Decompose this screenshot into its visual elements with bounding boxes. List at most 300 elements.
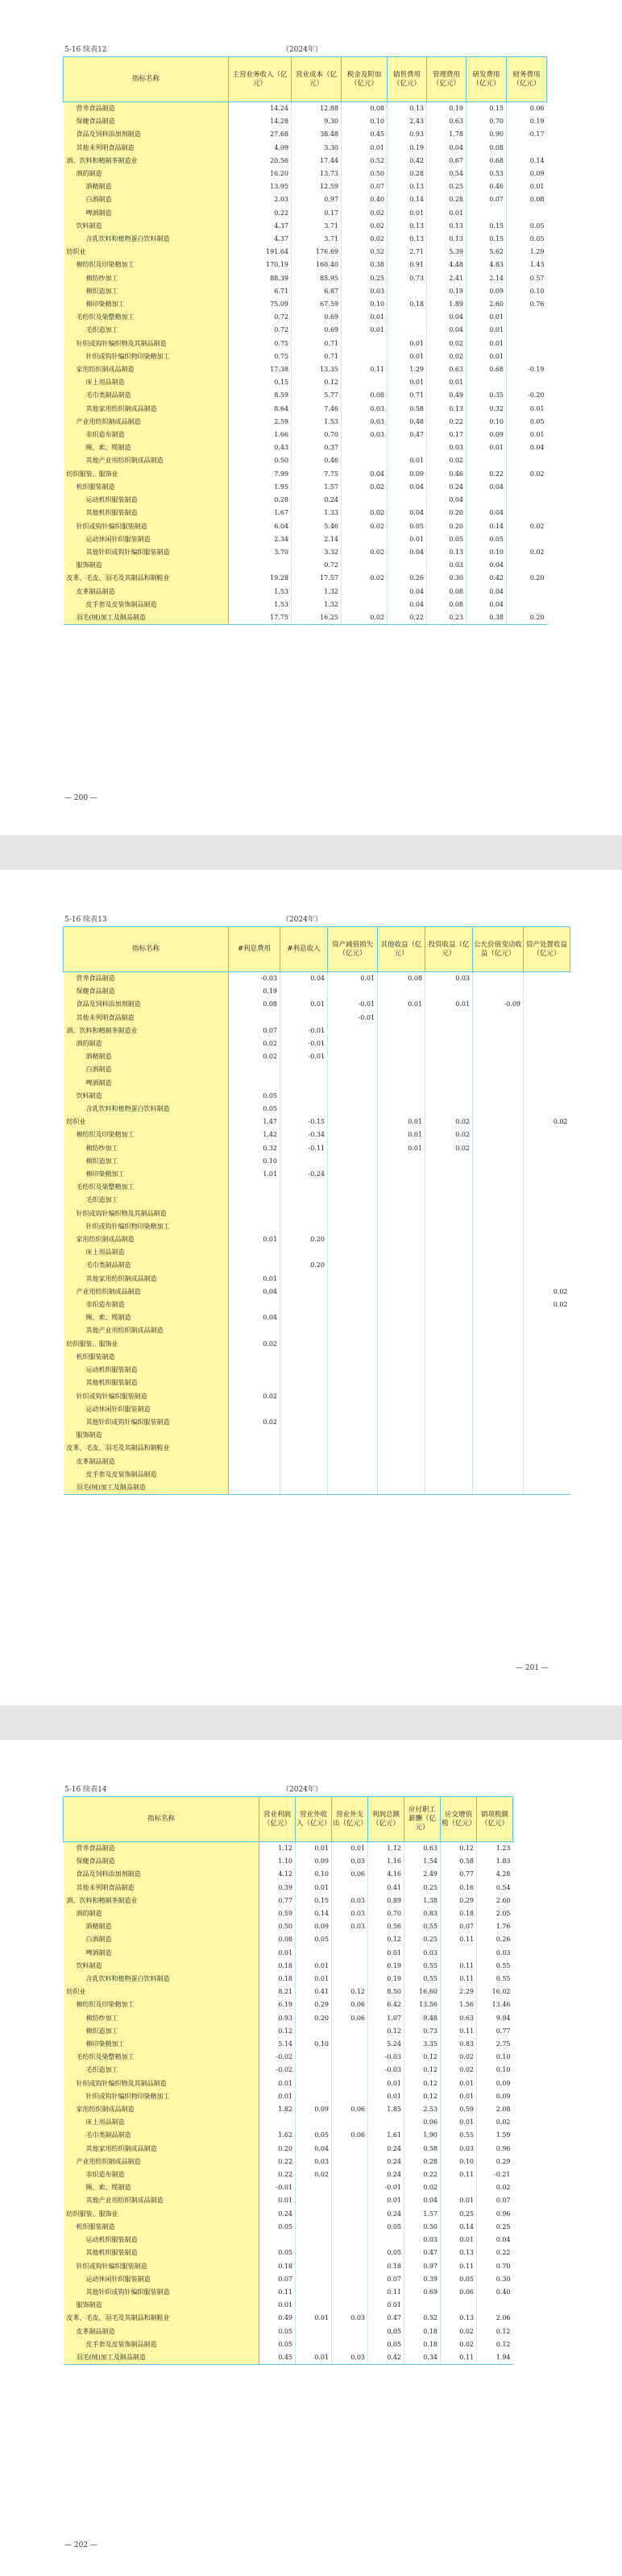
table-year: （2024年）	[282, 46, 322, 54]
cell-value	[473, 1037, 524, 1050]
cell-value	[378, 1456, 425, 1468]
cell-value: 0.01	[507, 403, 547, 416]
cell-value: 0.04	[427, 324, 466, 337]
cell-value: 0.47	[404, 2247, 441, 2259]
cell-value: 13.95	[229, 180, 292, 193]
cell-value	[280, 1298, 328, 1311]
row-name: 运动休闲针织服装制造	[64, 533, 229, 546]
row-name: 棉印染精加工	[64, 1168, 229, 1181]
cell-value	[425, 1063, 473, 1076]
cell-value: 0.39	[404, 2273, 441, 2286]
cell-value	[473, 1403, 524, 1416]
table-row	[64, 481, 547, 494]
cell-value: 0.15	[229, 376, 292, 389]
cell-value: 1.32	[292, 598, 342, 611]
cell-value: 0.13	[388, 180, 427, 193]
cell-value	[328, 1311, 378, 1324]
cell-value: 0.20	[280, 1259, 328, 1272]
row-name: 服饰制造	[64, 1429, 229, 1442]
cell-value	[524, 1259, 570, 1272]
cell-value	[342, 598, 388, 611]
cell-value	[524, 1181, 570, 1194]
cell-value	[328, 1351, 378, 1364]
cell-value: -0.01	[328, 998, 378, 1011]
cell-value: 0.07	[368, 2273, 404, 2286]
table-row	[64, 507, 547, 520]
cell-value	[473, 1324, 524, 1337]
cell-value: -0.01	[328, 1012, 378, 1025]
table-row	[64, 454, 547, 467]
cell-value	[524, 1220, 570, 1233]
cell-value: 0.03	[342, 285, 388, 298]
row-name: 家用纺织制成品制造	[64, 363, 229, 376]
cell-value: 2.59	[229, 416, 292, 429]
table-row	[64, 2168, 513, 2181]
cell-value: 0.11	[441, 2351, 477, 2365]
cell-value: 1.53	[229, 598, 292, 611]
cell-value: 0.04	[466, 507, 507, 520]
cell-value: 0.83	[404, 1907, 441, 1920]
cell-value: -0.01	[280, 1037, 328, 1050]
table-row	[64, 1947, 513, 1960]
row-name: 酒精制造	[64, 180, 229, 193]
cell-value: 0.25	[404, 1933, 441, 1946]
cell-value	[524, 1155, 570, 1168]
cell-value: 0.13	[427, 233, 466, 246]
row-name: 啤酒制造	[64, 1947, 259, 1960]
cell-value: 2.08	[477, 2103, 513, 2116]
cell-value: 3.70	[229, 546, 292, 559]
cell-value: 0.14	[388, 193, 427, 206]
cell-value	[229, 1468, 280, 1481]
cell-value	[296, 2338, 332, 2351]
cell-value: 0.10	[441, 2156, 477, 2168]
row-name: 棉纺织及印染精加工	[64, 259, 229, 271]
cell-value	[229, 1220, 280, 1233]
table-row	[64, 220, 547, 233]
cell-value	[296, 2077, 332, 2090]
cell-value: 16.02	[477, 1986, 513, 1998]
column-header: 其他收益（亿元）	[378, 927, 425, 972]
cell-value: 4.83	[466, 259, 507, 271]
cell-value	[507, 207, 547, 220]
header-row	[64, 927, 570, 972]
cell-value: 0.67	[427, 155, 466, 168]
table-row	[64, 285, 547, 298]
table-row	[64, 520, 547, 533]
table-row	[64, 1403, 570, 1416]
cell-value: 0.22	[259, 2156, 296, 2168]
cell-value	[296, 2090, 332, 2103]
cell-value: 0.15	[466, 220, 507, 233]
row-name: 皮革、毛皮、羽毛及其制品和制鞋业	[64, 2312, 259, 2325]
cell-value: 0.01	[441, 2234, 477, 2247]
cell-value	[466, 454, 507, 467]
cell-value	[378, 1324, 425, 1337]
cell-value	[328, 1025, 378, 1037]
table-row	[64, 272, 547, 285]
cell-value: 0.04	[507, 441, 547, 454]
cell-value: 0.22	[229, 207, 292, 220]
cell-value	[280, 1220, 328, 1233]
cell-value	[473, 1063, 524, 1076]
cell-value: 0.02	[229, 1050, 280, 1063]
cell-value	[229, 1351, 280, 1364]
cell-value	[229, 1456, 280, 1468]
cell-value	[388, 311, 427, 324]
cell-value: 0.54	[427, 168, 466, 180]
cell-value: 6.42	[368, 1998, 404, 2011]
table-row	[64, 2025, 513, 2038]
cell-value: 0.50	[342, 168, 388, 180]
cell-value: 0.04	[388, 546, 427, 559]
cell-value	[328, 1037, 378, 1050]
table-row	[64, 180, 547, 193]
row-name: 其他家用纺织制成品制造	[64, 1273, 229, 1286]
cell-value	[229, 1481, 280, 1495]
table-row	[64, 311, 547, 324]
cell-value	[425, 1298, 473, 1311]
cell-value: 0.01	[427, 207, 466, 220]
cell-value	[507, 559, 547, 572]
cell-value: 0.43	[229, 441, 292, 454]
cell-value	[328, 985, 378, 998]
table-row	[64, 1351, 570, 1364]
table-header-line	[64, 43, 322, 54]
cell-value	[473, 1233, 524, 1246]
cell-value	[328, 1142, 378, 1155]
cell-value: 0.28	[404, 2156, 441, 2168]
cell-value: 8.21	[259, 1986, 296, 1998]
cell-value: 0.40	[477, 2286, 513, 2299]
cell-value: -0.03	[229, 972, 280, 986]
cell-value	[524, 1429, 570, 1442]
cell-value: 0.18	[441, 1907, 477, 1920]
cell-value: 0.13	[427, 220, 466, 233]
cell-value: 1.07	[368, 2012, 404, 2025]
cell-value: 0.45	[259, 2351, 296, 2365]
cell-value	[524, 1273, 570, 1286]
cell-value	[280, 1324, 328, 1337]
table-row	[64, 233, 547, 246]
cell-value	[378, 1037, 425, 1050]
cell-value: 1.56	[441, 1998, 477, 2011]
cell-value	[328, 1259, 378, 1272]
table-row	[64, 1246, 570, 1259]
row-name: 床上用品制造	[64, 376, 229, 389]
cell-value: -0.34	[280, 1129, 328, 1141]
cell-value: 0.01	[388, 338, 427, 350]
table-row	[64, 1920, 513, 1933]
cell-value: 0.25	[477, 2221, 513, 2234]
cell-value	[404, 2299, 441, 2312]
table-row	[64, 1468, 570, 1481]
page-202	[0, 1740, 622, 2576]
table-row	[64, 1273, 570, 1286]
table-row	[64, 1012, 570, 1025]
row-name: 含乳饮料和植物蛋白饮料制造	[64, 233, 229, 246]
table-row	[64, 193, 547, 206]
table-row	[64, 1116, 570, 1129]
table-row	[64, 115, 547, 128]
cell-value: 0.38	[342, 259, 388, 271]
table-row	[64, 429, 547, 441]
table-row	[64, 1142, 570, 1155]
cell-value	[425, 1377, 473, 1389]
cell-value: 0.29	[296, 1998, 332, 2011]
cell-value: 0.08	[378, 972, 425, 986]
row-name: 其他未列明食品制造	[64, 142, 229, 155]
cell-value	[332, 2247, 368, 2259]
cell-value: 0.09	[296, 1920, 332, 1933]
cell-value: 0.97	[292, 193, 342, 206]
cell-value: 1.62	[259, 2129, 296, 2142]
cell-value	[280, 1377, 328, 1389]
cell-value: 0.22	[259, 2168, 296, 2181]
table-year: （2024年）	[282, 916, 322, 924]
cell-value	[524, 972, 570, 986]
table-row	[64, 1220, 570, 1233]
cell-value	[473, 1220, 524, 1233]
cell-value: 1.33	[292, 507, 342, 520]
cell-value: 0.04	[427, 494, 466, 507]
cell-value: 1.29	[507, 246, 547, 259]
cell-value: 0.15	[466, 102, 507, 116]
row-name: 纺织业	[64, 1116, 229, 1129]
row-name: 棉印染精加工	[64, 298, 229, 311]
table-row	[64, 1882, 513, 1895]
cell-value: 0.01	[507, 429, 547, 441]
table-row	[64, 1338, 570, 1351]
cell-value: 17.57	[292, 572, 342, 585]
table-row	[64, 1364, 570, 1377]
row-name: 棉织造加工	[64, 1155, 229, 1168]
cell-value	[378, 1194, 425, 1207]
cell-value: 0.09	[477, 2077, 513, 2090]
cell-value: 0.75	[229, 338, 292, 350]
cell-value: 0.18	[259, 1973, 296, 1986]
cell-value: 0.68	[466, 363, 507, 376]
cell-value: 0.04	[427, 311, 466, 324]
cell-value: -0.17	[507, 128, 547, 141]
cell-value	[507, 507, 547, 520]
cell-value: 0.01	[466, 311, 507, 324]
cell-value: 0.73	[404, 2025, 441, 2038]
table-row	[64, 324, 547, 337]
cell-value	[328, 1168, 378, 1181]
table-row	[64, 611, 547, 625]
cell-value: 0.05	[259, 2325, 296, 2338]
cell-value: 0.47	[388, 429, 427, 441]
cell-value: 3.71	[292, 220, 342, 233]
cell-value: 0.02	[229, 1416, 280, 1429]
cell-value	[280, 1181, 328, 1194]
cell-value	[473, 1103, 524, 1116]
cell-value	[378, 1207, 425, 1220]
cell-value: 4.48	[427, 259, 466, 271]
table-row	[64, 1103, 570, 1116]
cell-value: 0.91	[388, 259, 427, 271]
cell-value: 0.01	[388, 454, 427, 467]
cell-value: 0.55	[441, 2129, 477, 2142]
cell-value: 0.02	[441, 2325, 477, 2338]
table-row	[64, 2012, 513, 2025]
table-row	[64, 1868, 513, 1881]
cell-value	[425, 1416, 473, 1429]
cell-value	[524, 1416, 570, 1429]
cell-value: 0.45	[342, 128, 388, 141]
table-row	[64, 1895, 513, 1907]
cell-value: 0.01	[441, 2194, 477, 2207]
cell-value: 0.11	[342, 363, 388, 376]
cell-value: 0.01	[280, 998, 328, 1011]
cell-value: 0.02	[425, 1116, 473, 1129]
cell-value	[296, 2208, 332, 2221]
row-name: 其他产业用纺织制成品制造	[64, 1324, 229, 1337]
cell-value: 16.20	[229, 168, 292, 180]
row-name: 毛巾类制品制造	[64, 1259, 229, 1272]
table-row	[64, 1298, 570, 1311]
cell-value: 0.42	[368, 2351, 404, 2365]
cell-value	[473, 1207, 524, 1220]
cell-value: 0.01	[296, 1882, 332, 1895]
cell-value	[332, 2116, 368, 2129]
cell-value: 4.37	[229, 233, 292, 246]
table-row	[64, 363, 547, 376]
cell-value	[473, 1181, 524, 1194]
row-name: 家用纺织制成品制造	[64, 2103, 259, 2116]
cell-value	[332, 2338, 368, 2351]
cell-value: 75.09	[229, 298, 292, 311]
cell-value: 0.04	[388, 507, 427, 520]
cell-value: 1.57	[292, 481, 342, 494]
table-row	[64, 1390, 570, 1403]
cell-value: 1.53	[229, 586, 292, 598]
table-label: 5-16 续表13	[64, 916, 107, 924]
cell-value: 0.04	[229, 1311, 280, 1324]
cell-value: 0.02	[342, 546, 388, 559]
table-row	[64, 207, 547, 220]
cell-value: 0.09	[477, 2090, 513, 2103]
cell-value: 1.94	[477, 2351, 513, 2365]
cell-value: 0.01	[388, 350, 427, 363]
column-header: 财务费用（亿元）	[507, 57, 547, 102]
cell-value: 0.01	[332, 1842, 368, 1856]
cell-value	[524, 1468, 570, 1481]
cell-value: 0.02	[229, 1338, 280, 1351]
cell-value	[296, 2025, 332, 2038]
cell-value: 0.58	[441, 1855, 477, 1868]
row-name: 服饰制造	[64, 559, 229, 572]
row-name: 食品及饲料添加剂制造	[64, 128, 229, 141]
cell-value: 0.01	[342, 311, 388, 324]
row-name: 床上用品制造	[64, 2116, 259, 2129]
cell-value: 0.24	[427, 481, 466, 494]
cell-value	[378, 1442, 425, 1455]
cell-value: 0.03	[404, 1947, 441, 1960]
cell-value	[229, 1012, 280, 1025]
cell-value	[473, 1194, 524, 1207]
cell-value: 0.09	[296, 1855, 332, 1868]
cell-value	[296, 2325, 332, 2338]
table-row	[64, 2286, 513, 2299]
cell-value	[378, 1103, 425, 1116]
row-name: 饮料制造	[64, 1090, 229, 1103]
cell-value	[332, 2325, 368, 2338]
cell-value	[328, 1063, 378, 1076]
cell-value: 0.25	[342, 272, 388, 285]
cell-value: 0.32	[466, 403, 507, 416]
cell-value: 0.01	[368, 2077, 404, 2090]
cell-value	[425, 1364, 473, 1377]
table-row	[64, 2194, 513, 2207]
row-name: 皮革制品制造	[64, 1456, 229, 1468]
cell-value	[332, 2038, 368, 2051]
cell-value	[473, 1338, 524, 1351]
row-name: 棉纺纱加工	[64, 1142, 229, 1155]
table-label: 5-16 续表12	[64, 46, 107, 54]
cell-value: 0.03	[342, 429, 388, 441]
cell-value: 0.13	[388, 220, 427, 233]
cell-value: 0.58	[404, 2143, 441, 2156]
cell-value: 0.01	[229, 1273, 280, 1286]
cell-value: 0.11	[368, 2286, 404, 2299]
column-header: 营业外支出（亿元）	[332, 1797, 368, 1842]
cell-value: 0.11	[441, 2025, 477, 2038]
cell-value	[342, 494, 388, 507]
cell-value	[524, 1025, 570, 1037]
cell-value	[332, 2234, 368, 2247]
cell-value: 0.28	[427, 193, 466, 206]
table-row	[64, 2090, 513, 2103]
row-name: 其他针织或钩针编织服装制造	[64, 546, 229, 559]
cell-value: 0.05	[229, 1103, 280, 1116]
cell-value: 0.02	[342, 220, 388, 233]
cell-value: 0.47	[368, 2312, 404, 2325]
row-name: 针织或钩针编织服装制造	[64, 520, 229, 533]
cell-value: 0.02	[342, 233, 388, 246]
cell-value	[332, 2286, 368, 2299]
cell-value	[280, 1416, 328, 1429]
cell-value: 27.68	[229, 128, 292, 141]
cell-value: 0.02	[342, 481, 388, 494]
cell-value	[328, 1090, 378, 1103]
cell-value: 0.29	[477, 2156, 513, 2168]
cell-value: 2.29	[441, 1986, 477, 1998]
cell-value: 0.11	[441, 2168, 477, 2181]
cell-value: 0.01	[378, 1129, 425, 1141]
cell-value: 0.04	[342, 468, 388, 481]
cell-value	[280, 1103, 328, 1116]
cell-value: 0.37	[292, 441, 342, 454]
cell-value	[425, 985, 473, 998]
cell-value: 0.77	[477, 2025, 513, 2038]
cell-value: 2.43	[388, 115, 427, 128]
table-row	[64, 376, 547, 389]
cell-value	[328, 1468, 378, 1481]
row-name: 机织服装制造	[64, 1351, 229, 1364]
cell-value	[425, 1403, 473, 1416]
cell-value: 0.04	[388, 586, 427, 598]
cell-value	[328, 1050, 378, 1063]
cell-value	[473, 1286, 524, 1298]
cell-value: 0.04	[296, 2143, 332, 2156]
cell-value: 0.02	[296, 2168, 332, 2181]
row-name: 纺织服装、服饰业	[64, 1338, 229, 1351]
row-name: 绳、索、缆制造	[64, 1311, 229, 1324]
cell-value	[296, 2234, 332, 2247]
cell-value: 0.09	[296, 2103, 332, 2116]
